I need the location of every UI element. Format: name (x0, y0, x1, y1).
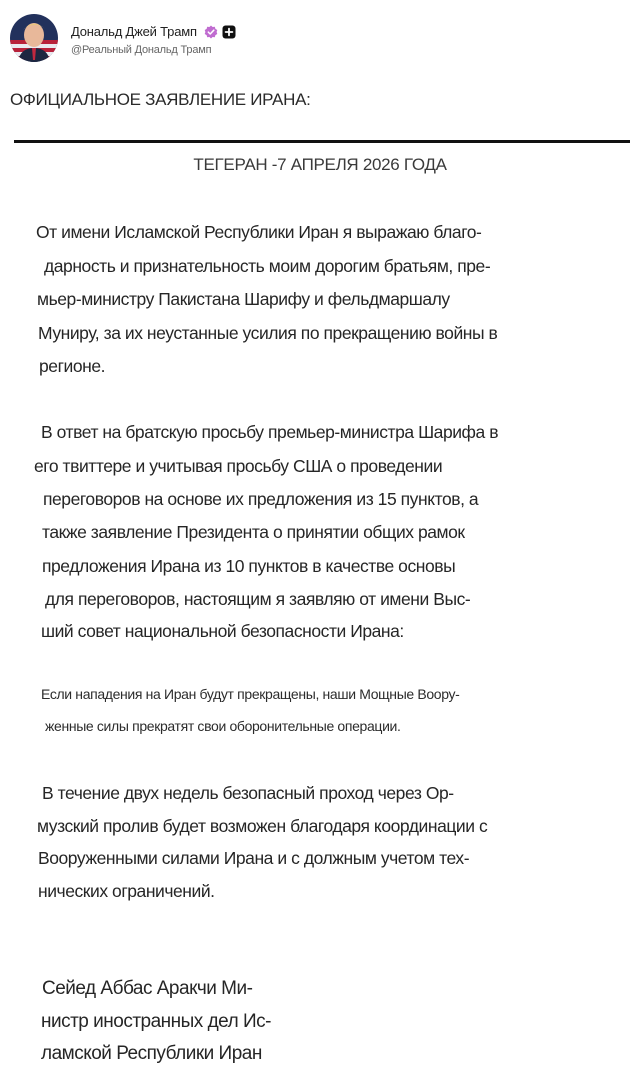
paragraph4-line: нических ограничений. (38, 881, 215, 901)
signature-line: ламской Республики Иран (41, 1043, 262, 1064)
paragraph2-line: его твиттере и учитывая просьбу США о проведении (34, 456, 443, 476)
paragraph3-line: женные силы прекратят свои оборонительные операции. (45, 718, 401, 734)
author-handle[interactable]: @Реальный Дональд Трамп (71, 43, 212, 56)
paragraph1-line: Муниру, за их неустанные усилия по прекращению войны в (38, 323, 498, 343)
paragraph4-line: Вооруженными силами Ирана и с должным учетом тех- (38, 848, 470, 868)
paragraph2-line: также заявление Президента о принятии общих рамок (42, 522, 465, 542)
statement-dateline: ТЕГЕРАН -7 АПРЕЛЯ 2026 ГОДА (193, 155, 447, 174)
paragraph2-line: переговоров на основе их предложения из 15 пунктов, а (43, 489, 479, 509)
user-avatar-icon[interactable] (10, 14, 58, 62)
add-icon[interactable] (222, 25, 236, 39)
signature-line: Сейед Аббас Аракчи Ми- (42, 978, 253, 999)
paragraph3-line: Если нападения на Иран будут прекращены, наши Мощные Воору- (41, 686, 460, 702)
paragraph2-line: предложения Ирана из 10 пунктов в качестве основы (42, 556, 456, 576)
divider (14, 140, 630, 143)
post-header (10, 12, 236, 64)
paragraph2-line: для переговоров, настоящим я заявляю от имени Выс- (45, 589, 471, 609)
signature-line: нистр иностранных дел Ис- (41, 1011, 271, 1032)
paragraph4-line: музский пролив будет возможен благодаря координации с (37, 816, 488, 836)
verified-badge-icon (204, 25, 218, 39)
author-line (71, 21, 236, 43)
paragraph4-line: В течение двух недель безопасный проход через Ор- (42, 783, 454, 803)
paragraph2-line: В ответ на братскую просьбу премьер-министра Шарифа в (41, 422, 499, 442)
paragraph1-line: регионе. (39, 356, 106, 376)
paragraph1-line: От имени Исламской Республики Иран я выражаю благо- (36, 222, 482, 242)
author-name[interactable]: Дональд Джей Трамп (71, 24, 197, 39)
paragraph2-line: ший совет национальной безопасности Ирана: (41, 621, 404, 641)
paragraph1-line: мьер-министру Пакистана Шарифу и фельдмаршалу (37, 289, 450, 309)
paragraph1-line: дарность и признательность моим дорогим братьям, пре- (44, 256, 491, 276)
statement-headline: ОФИЦИАЛЬНОЕ ЗАЯВЛЕНИЕ ИРАНА: (10, 90, 311, 109)
author-block (71, 21, 236, 56)
